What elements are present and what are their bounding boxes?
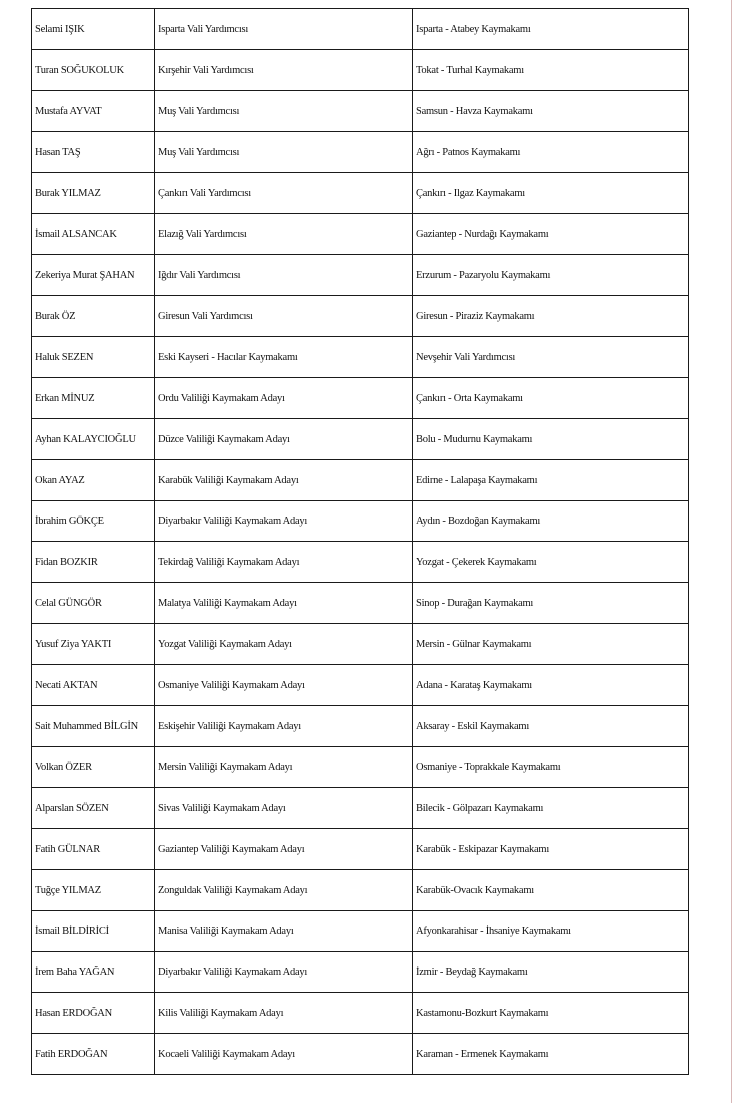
appointed-post-cell: Ağrı - Patnos Kaymakamı (413, 132, 689, 173)
name-cell: Fatih ERDOĞAN (32, 1034, 155, 1075)
previous-post-cell: Giresun Vali Yardımcısı (155, 296, 413, 337)
table-row (32, 624, 689, 665)
table-row (32, 50, 689, 91)
table-row (32, 870, 689, 911)
previous-post-cell: Kırşehir Vali Yardımcısı (155, 50, 413, 91)
appointments-table-body (32, 9, 689, 1075)
name-cell: Fatih GÜLNAR (32, 829, 155, 870)
appointed-post-cell: Samsun - Havza Kaymakamı (413, 91, 689, 132)
previous-post-cell: Yozgat Valiliği Kaymakam Adayı (155, 624, 413, 665)
name-cell: Fidan BOZKIR (32, 542, 155, 583)
appointed-post-cell: Aksaray - Eskil Kaymakamı (413, 706, 689, 747)
name-cell: İrem Baha YAĞAN (32, 952, 155, 993)
table-row (32, 419, 689, 460)
table-row (32, 583, 689, 624)
name-cell: Haluk SEZEN (32, 337, 155, 378)
name-cell: Selami IŞIK (32, 9, 155, 50)
previous-post-cell: Malatya Valiliği Kaymakam Adayı (155, 583, 413, 624)
table-row (32, 296, 689, 337)
appointed-post-cell: Giresun - Piraziz Kaymakamı (413, 296, 689, 337)
name-cell: Hasan TAŞ (32, 132, 155, 173)
previous-post-cell: Kocaeli Valiliği Kaymakam Adayı (155, 1034, 413, 1075)
table-row (32, 173, 689, 214)
table-row (32, 747, 689, 788)
appointed-post-cell: Karaman - Ermenek Kaymakamı (413, 1034, 689, 1075)
name-cell: Hasan ERDOĞAN (32, 993, 155, 1034)
previous-post-cell: Eskişehir Valiliği Kaymakam Adayı (155, 706, 413, 747)
name-cell: Sait Muhammed BİLGİN (32, 706, 155, 747)
name-cell: Erkan MİNUZ (32, 378, 155, 419)
previous-post-cell: Ordu Valiliği Kaymakam Adayı (155, 378, 413, 419)
table-row (32, 132, 689, 173)
previous-post-cell: Osmaniye Valiliği Kaymakam Adayı (155, 665, 413, 706)
table-row (32, 1034, 689, 1075)
previous-post-cell: Sivas Valiliği Kaymakam Adayı (155, 788, 413, 829)
appointed-post-cell: Mersin - Gülnar Kaymakamı (413, 624, 689, 665)
name-cell: Volkan ÖZER (32, 747, 155, 788)
previous-post-cell: Mersin Valiliği Kaymakam Adayı (155, 747, 413, 788)
table-row (32, 829, 689, 870)
name-cell: Burak YILMAZ (32, 173, 155, 214)
table-row (32, 542, 689, 583)
previous-post-cell: Isparta Vali Yardımcısı (155, 9, 413, 50)
appointed-post-cell: Edirne - Lalapaşa Kaymakamı (413, 460, 689, 501)
previous-post-cell: Çankırı Vali Yardımcısı (155, 173, 413, 214)
previous-post-cell: Eski Kayseri - Hacılar Kaymakamı (155, 337, 413, 378)
page-edge-line (731, 0, 732, 1103)
appointed-post-cell: İzmir - Beydağ Kaymakamı (413, 952, 689, 993)
appointed-post-cell: Bolu - Mudurnu Kaymakamı (413, 419, 689, 460)
appointed-post-cell: Erzurum - Pazaryolu Kaymakamı (413, 255, 689, 296)
table-row (32, 788, 689, 829)
table-row (32, 501, 689, 542)
name-cell: İbrahim GÖKÇE (32, 501, 155, 542)
name-cell: Ayhan KALAYCIOĞLU (32, 419, 155, 460)
appointed-post-cell: Osmaniye - Toprakkale Kaymakamı (413, 747, 689, 788)
appointed-post-cell: Karabük - Eskipazar Kaymakamı (413, 829, 689, 870)
previous-post-cell: Diyarbakır Valiliği Kaymakam Adayı (155, 952, 413, 993)
appointed-post-cell: Nevşehir Vali Yardımcısı (413, 337, 689, 378)
name-cell: Celal GÜNGÖR (32, 583, 155, 624)
appointments-table (31, 8, 689, 1075)
table-row (32, 911, 689, 952)
previous-post-cell: Manisa Valiliği Kaymakam Adayı (155, 911, 413, 952)
appointed-post-cell: Çankırı - Ilgaz Kaymakamı (413, 173, 689, 214)
name-cell: Yusuf Ziya YAKTI (32, 624, 155, 665)
previous-post-cell: Muş Vali Yardımcısı (155, 91, 413, 132)
previous-post-cell: Zonguldak Valiliği Kaymakam Adayı (155, 870, 413, 911)
name-cell: Okan AYAZ (32, 460, 155, 501)
table-row (32, 952, 689, 993)
appointed-post-cell: Tokat - Turhal Kaymakamı (413, 50, 689, 91)
name-cell: Burak ÖZ (32, 296, 155, 337)
name-cell: Alparslan SÖZEN (32, 788, 155, 829)
table-row (32, 337, 689, 378)
table-row (32, 255, 689, 296)
previous-post-cell: Gaziantep Valiliği Kaymakam Adayı (155, 829, 413, 870)
name-cell: Tuğçe YILMAZ (32, 870, 155, 911)
table-row (32, 665, 689, 706)
appointed-post-cell: Aydın - Bozdoğan Kaymakamı (413, 501, 689, 542)
previous-post-cell: Iğdır Vali Yardımcısı (155, 255, 413, 296)
table-row (32, 214, 689, 255)
appointed-post-cell: Isparta - Atabey Kaymakamı (413, 9, 689, 50)
appointed-post-cell: Karabük-Ovacık Kaymakamı (413, 870, 689, 911)
name-cell: Turan SOĞUKOLUK (32, 50, 155, 91)
appointed-post-cell: Yozgat - Çekerek Kaymakamı (413, 542, 689, 583)
appointed-post-cell: Adana - Karataş Kaymakamı (413, 665, 689, 706)
name-cell: Necati AKTAN (32, 665, 155, 706)
appointed-post-cell: Gaziantep - Nurdağı Kaymakamı (413, 214, 689, 255)
table-row (32, 378, 689, 419)
appointed-post-cell: Çankırı - Orta Kaymakamı (413, 378, 689, 419)
name-cell: Mustafa AYVAT (32, 91, 155, 132)
table-row (32, 9, 689, 50)
table-row (32, 91, 689, 132)
name-cell: İsmail BİLDİRİCİ (32, 911, 155, 952)
table-row (32, 993, 689, 1034)
previous-post-cell: Düzce Valiliği Kaymakam Adayı (155, 419, 413, 460)
appointed-post-cell: Bilecik - Gölpazarı Kaymakamı (413, 788, 689, 829)
appointed-post-cell: Sinop - Durağan Kaymakamı (413, 583, 689, 624)
previous-post-cell: Kilis Valiliği Kaymakam Adayı (155, 993, 413, 1034)
name-cell: İsmail ALSANCAK (32, 214, 155, 255)
name-cell: Zekeriya Murat ŞAHAN (32, 255, 155, 296)
appointed-post-cell: Afyonkarahisar - İhsaniye Kaymakamı (413, 911, 689, 952)
previous-post-cell: Diyarbakır Valiliği Kaymakam Adayı (155, 501, 413, 542)
previous-post-cell: Elazığ Vali Yardımcısı (155, 214, 413, 255)
table-row (32, 460, 689, 501)
previous-post-cell: Tekirdağ Valiliği Kaymakam Adayı (155, 542, 413, 583)
appointed-post-cell: Kastamonu-Bozkurt Kaymakamı (413, 993, 689, 1034)
table-row (32, 706, 689, 747)
previous-post-cell: Karabük Valiliği Kaymakam Adayı (155, 460, 413, 501)
previous-post-cell: Muş Vali Yardımcısı (155, 132, 413, 173)
